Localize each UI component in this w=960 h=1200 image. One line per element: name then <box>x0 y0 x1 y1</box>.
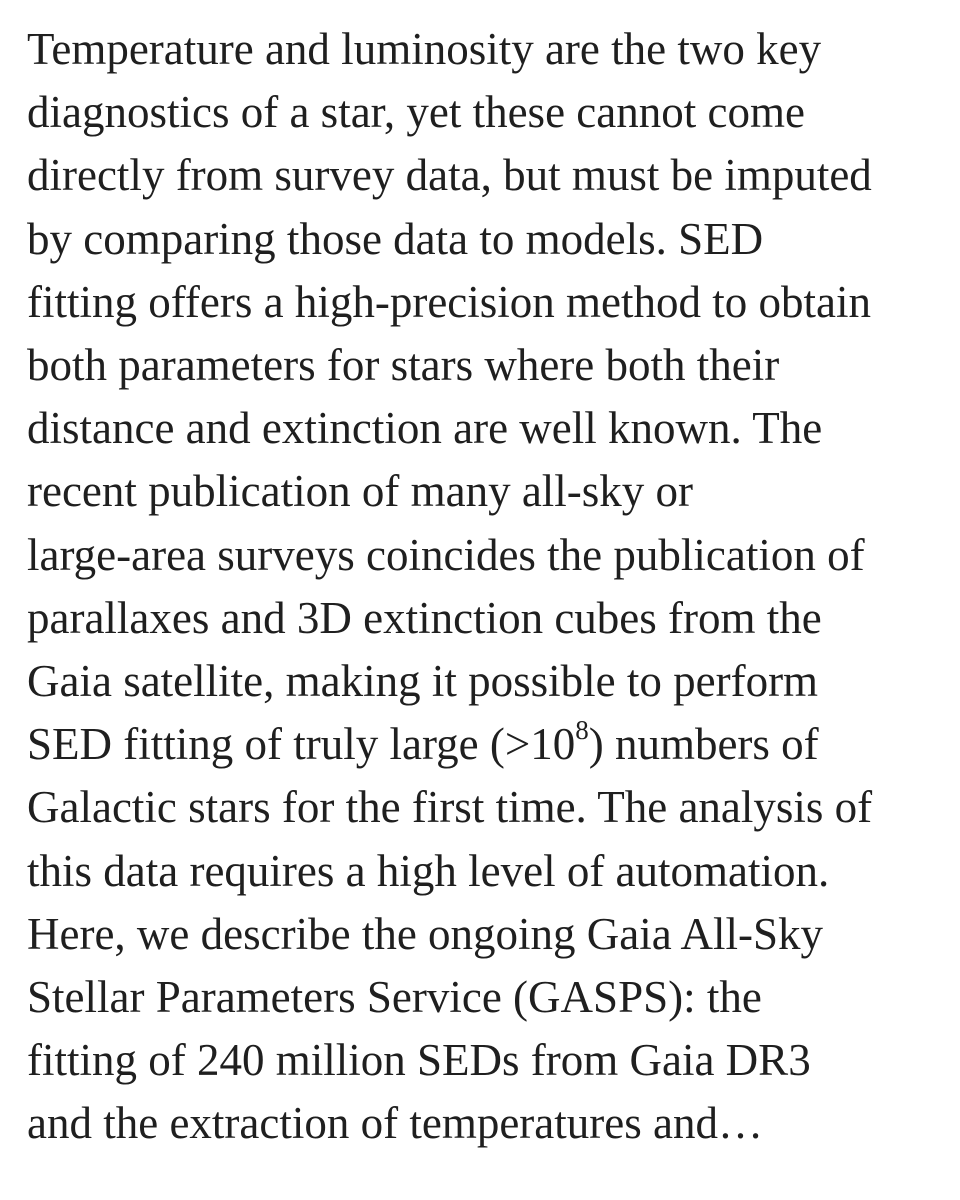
text-line: Temperature and luminosity are the two key <box>27 24 822 74</box>
text-line: distance and extinction are well known. The <box>27 403 823 454</box>
text-line: Gaia satellite, making it possible to perform <box>27 656 819 707</box>
text-line: fitting offers a high-precision method to obtain <box>27 276 871 327</box>
text-line: Here, we describe the ongoing Gaia All-Sky <box>27 908 824 959</box>
text-line: large-area surveys coincides the publication of <box>27 529 865 580</box>
abstract-text <box>27 18 947 1156</box>
text-line: and the extraction of temperatures and… <box>27 1098 763 1149</box>
text-segment: SED fitting of truly large (>10 <box>27 719 576 770</box>
text-line: both parameters for stars where both their <box>27 340 780 391</box>
text-line: by comparing those data to models. SED <box>27 213 764 264</box>
text-line-with-superscript <box>27 713 947 776</box>
text-line: diagnostics of a star, yet these cannot come <box>27 87 805 138</box>
superscript-exponent: 8 <box>575 714 589 745</box>
text-line: fitting of 240 million SEDs from Gaia DR3 <box>27 1035 811 1086</box>
text-line: this data requires a high level of automation. <box>27 845 830 896</box>
text-line: parallaxes and 3D extinction cubes from the <box>27 592 822 643</box>
text-line: Stellar Parameters Service (GASPS): the <box>27 972 762 1023</box>
text-line: recent publication of many all-sky or <box>27 466 694 517</box>
text-line: Galactic stars for the first time. The analysis of <box>27 782 873 833</box>
text-segment: ) numbers of <box>588 719 819 770</box>
text-line: directly from survey data, but must be imputed <box>27 150 872 201</box>
